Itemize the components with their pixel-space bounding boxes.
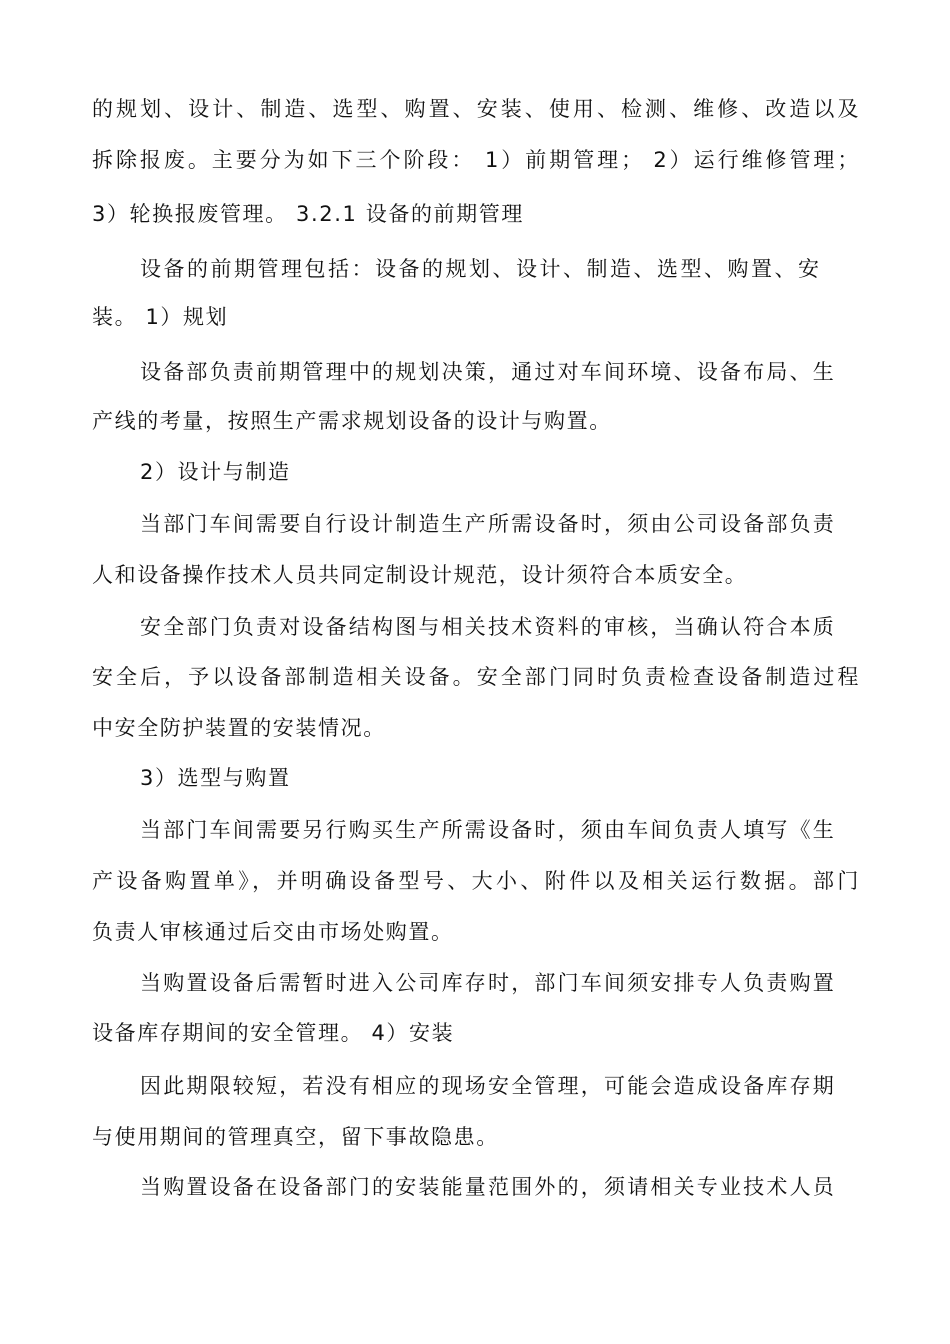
text-line: 安全后，予以设备部制造相关设备。安全部门同时负责检查设备制造过程 [92,665,860,689]
text-line: 的规划、设计、制造、选型、购置、安装、使用、检测、维修、改造以及 [92,97,860,121]
text-line: 3）轮换报废管理。 3.2.1 设备的前期管理 [92,202,524,226]
text-line: 产设备购置单》，并明确设备型号、大小、附件以及相关运行数据。部门 [92,869,860,893]
text-line: 因此期限较短，若没有相应的现场安全管理，可能会造成设备库存期 [140,1074,836,1098]
text-line: 人和设备操作技术人员共同定制设计规范，设计须符合本质安全。 [92,563,748,587]
text-line: 2）设计与制造 [140,460,291,484]
text-line: 当部门车间需要自行设计制造生产所需设备时，须由公司设备部负责 [140,512,836,536]
text-line: 负责人审核通过后交由市场处购置。 [92,920,454,944]
text-line: 安全部门负责对设备结构图与相关技术资料的审核，当确认符合本质 [140,615,836,639]
text-line: 当部门车间需要另行购买生产所需设备时，须由车间负责人填写《生 [140,818,836,842]
text-line: 与使用期间的管理真空，留下事故隐患。 [92,1125,499,1149]
text-line: 中安全防护装置的安装情况。 [92,716,386,740]
text-line: 当购置设备后需暂时进入公司库存时，部门车间须安排专人负责购置 [140,971,836,995]
text-line: 3）选型与购置 [140,766,291,790]
text-line: 当购置设备在设备部门的安装能量范围外的，须请相关专业技术人员 [140,1175,836,1199]
text-line: 产线的考量，按照生产需求规划设备的设计与购置。 [92,409,612,433]
text-line: 设备库存期间的安全管理。 4）安装 [92,1021,455,1045]
text-line: 设备部负责前期管理中的规划决策，通过对车间环境、设备布局、生 [140,360,836,384]
text-line: 装。 1）规划 [92,305,229,329]
text-line: 拆除报废。主要分为如下三个阶段： 1）前期管理； 2）运行维修管理； [92,148,860,172]
text-line: 设备的前期管理包括：设备的规划、设计、制造、选型、购置、安 [140,257,822,281]
